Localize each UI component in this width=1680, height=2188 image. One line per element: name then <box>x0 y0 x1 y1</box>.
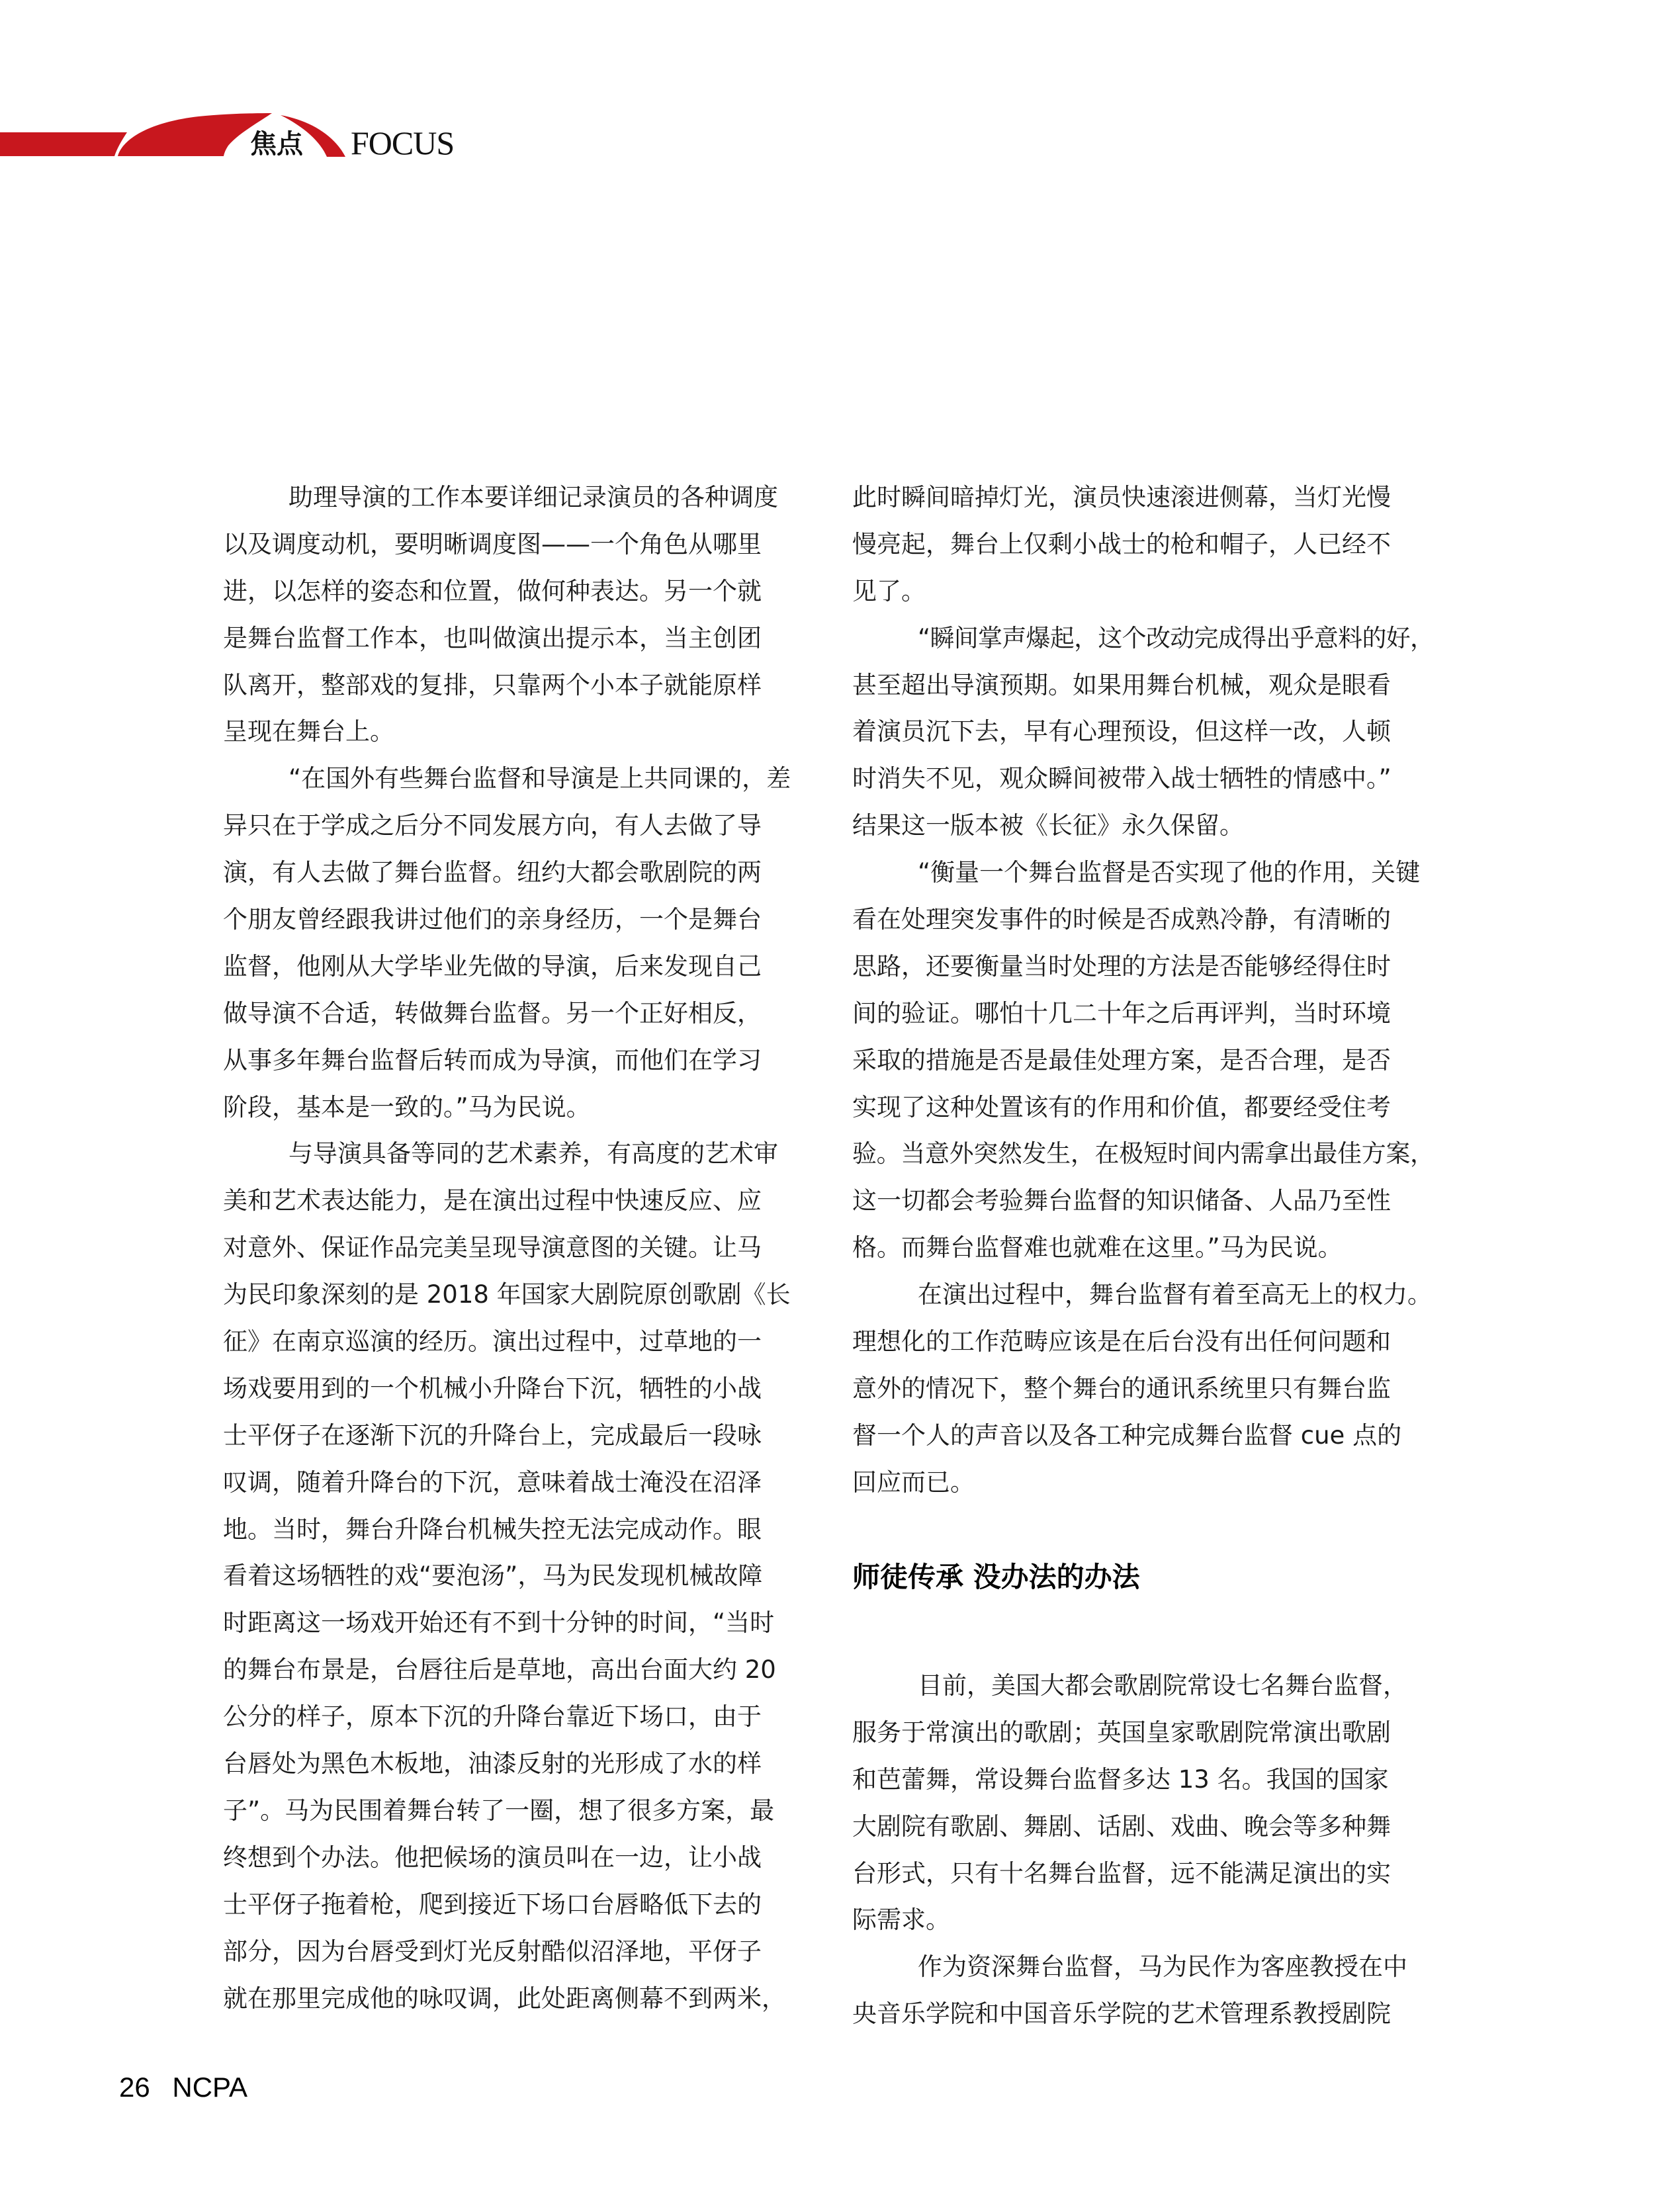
paragraph <box>852 1278 1435 1512</box>
text-line: 呈现在舞台上。 <box>223 717 394 746</box>
text-line: 终想到个办法。他把候场的演员叫在一边，让小战 <box>223 1843 762 1872</box>
text-line: 队离开，整部戏的复排，只靠两个小本子就能原样 <box>223 670 762 699</box>
text-line: 是舞台监督工作本，也叫做演出提示本，当主创团 <box>223 623 762 652</box>
text-line: 央音乐学院和中国音乐学院的艺术管理系教授剧院 <box>852 1999 1391 2029</box>
text-line: 叹调，随着升降台的下沉，意味着战士淹没在沼泽 <box>223 1467 762 1497</box>
text-line: 异只在于学成之后分不同发展方向，有人去做了导 <box>223 811 762 840</box>
text-line: 征》在南京巡演的经历。演出过程中，过草地的一 <box>223 1327 762 1356</box>
text-line: 台形式，只有十名舞台监督，远不能满足演出的实 <box>852 1859 1391 1888</box>
text-line: 监督，他刚从大学毕业先做的导演，后来发现自己 <box>223 951 762 981</box>
publication-name: NCPA <box>172 2072 247 2103</box>
text-line: 这一切都会考验舞台监督的知识储备、人品乃至性 <box>852 1186 1391 1215</box>
paragraph <box>223 762 805 1137</box>
text-line: 部分，因为台唇受到灯光反射酷似沼泽地，平伢子 <box>223 1937 762 1966</box>
paragraph <box>852 621 1435 855</box>
text-line: 场戏要用到的一个机械小升降台下沉，牺牲的小战 <box>223 1374 762 1403</box>
text-line: 甚至超出导演预期。如果用舞台机械，观众是眼看 <box>852 670 1391 699</box>
banner-dome <box>118 113 272 156</box>
text-line: 际需求。 <box>852 1905 950 1935</box>
text-line: 与导演具备等同的艺术素养，有高度的艺术审 <box>288 1139 778 1168</box>
text-line: 意外的情况下，整个舞台的通讯系统里只有舞台监 <box>852 1374 1391 1403</box>
text-line: 时距离这一场戏开始还有不到十分钟的时间，“当时 <box>223 1608 775 1638</box>
text-line: 演，有人去做了舞台监督。纽约大都会歌剧院的两 <box>223 858 762 887</box>
paragraph <box>223 480 805 762</box>
text-line: 理想化的工作范畴应该是在后台没有出任何问题和 <box>852 1327 1391 1356</box>
text-line: 看在处理突发事件的时候是否成熟冷静，有清晰的 <box>852 905 1391 934</box>
text-line: 看着这场牺牲的戏“要泡汤”，马为民发现机械故障 <box>223 1561 763 1591</box>
text-line: 见了。 <box>852 576 926 605</box>
section-label-cn: 焦点 <box>250 129 303 159</box>
text-line: 台唇处为黑色木板地，油漆反射的光形成了水的样 <box>223 1749 762 1778</box>
text-line: 验。当意外突然发生，在极短时间内需拿出最佳方案， <box>852 1139 1435 1168</box>
page-footer <box>119 2072 247 2103</box>
text-line: 目前，美国大都会歌剧院常设七名舞台监督， <box>918 1671 1407 1700</box>
section-header <box>0 99 503 172</box>
text-line: 采取的措施是否是最佳处理方案，是否合理，是否 <box>852 1045 1391 1074</box>
text-line: 公分的样子，原本下沉的升降台靠近下场口，由于 <box>223 1702 762 1731</box>
text-line: 士平伢子拖着枪，爬到接近下场口台唇略低下去的 <box>223 1890 762 1919</box>
text-line: “瞬间掌声爆起，这个改动完成得出乎意料的好， <box>918 623 1435 652</box>
text-line: 进，以怎样的姿态和位置，做何种表达。另一个就 <box>223 576 762 605</box>
text-line: 结果这一版本被《长征》永久保留。 <box>852 811 1244 840</box>
text-line: 地。当时，舞台升降台机械失控无法完成动作。眼 <box>223 1514 762 1544</box>
text-line: 着演员沉下去，早有心理预设，但这样一改，人顿 <box>852 717 1391 746</box>
text-line: 慢亮起，舞台上仅剩小战士的枪和帽子，人已经不 <box>852 529 1391 558</box>
page-number: 26 <box>119 2072 150 2103</box>
right-column-section <box>852 1669 1435 2044</box>
text-line: 个朋友曾经跟我讲过他们的亲身经历，一个是舞台 <box>223 905 762 934</box>
banner-bar <box>0 132 127 156</box>
paragraph <box>852 1669 1435 1950</box>
text-line: 此时瞬间暗掉灯光，演员快速滚进侧幕，当灯光慢 <box>852 483 1391 511</box>
text-line: 时消失不见，观众瞬间被带入战士牺牲的情感中。” <box>852 764 1392 793</box>
paragraph <box>852 1950 1435 2044</box>
left-column <box>223 480 805 2028</box>
paragraph <box>223 1137 805 2028</box>
text-line: 和芭蕾舞，常设舞台监督多达 13 名。我国的国家 <box>852 1765 1389 1794</box>
right-column <box>852 480 1435 1512</box>
text-line: 士平伢子在逐渐下沉的升降台上，完成最后一段咏 <box>223 1421 762 1450</box>
text-line: 为民印象深刻的是 2018 年国家大剧院原创歌剧《长 <box>223 1280 791 1309</box>
text-line: 阶段，基本是一致的。”马为民说。 <box>223 1092 591 1121</box>
text-line: 对意外、保证作品完美呈现导演意图的关键。让马 <box>223 1233 762 1262</box>
text-line: 作为资深舞台监督，马为民作为客座教授在中 <box>918 1952 1407 1982</box>
text-line: 做导演不合适，转做舞台监督。另一个正好相反， <box>223 998 762 1028</box>
text-line: 大剧院有歌剧、舞剧、话剧、戏曲、晚会等多种舞 <box>852 1812 1391 1841</box>
text-line: “衡量一个舞台监督是否实现了他的作用，关键 <box>918 858 1421 887</box>
text-line: 实现了这种处置该有的作用和价值，都要经受住考 <box>852 1092 1391 1121</box>
text-line: 助理导演的工作本要详细记录演员的各种调度 <box>288 483 778 511</box>
text-line: 督一个人的声音以及各工种完成舞台监督 cue 点的 <box>852 1421 1402 1450</box>
text-line: 格。而舞台监督难也就难在这里。”马为民说。 <box>852 1233 1343 1262</box>
text-line: 美和艺术表达能力，是在演出过程中快速反应、应 <box>223 1186 762 1215</box>
text-line: 回应而已。 <box>852 1467 975 1497</box>
text-line: 间的验证。哪怕十几二十年之后再评判，当时环境 <box>852 998 1391 1028</box>
text-line: 以及调度动机，要明晰调度图——一个角色从哪里 <box>223 529 762 558</box>
text-line: “在国外有些舞台监督和导演是上共同课的，差 <box>288 764 791 793</box>
paragraph <box>852 855 1435 1278</box>
text-line: 服务于常演出的歌剧；英国皇家歌剧院常演出歌剧 <box>852 1718 1391 1747</box>
section-heading: 师徒传承 没办法的办法 <box>852 1561 1140 1593</box>
text-line: 子”。马为民围着舞台转了一圈，想了很多方案，最 <box>223 1796 775 1825</box>
text-line: 的舞台布景是，台唇往后是草地，高出台面大约 20 <box>223 1655 776 1685</box>
text-line: 从事多年舞台监督后转而成为导演，而他们在学习 <box>223 1045 762 1074</box>
paragraph <box>852 480 1435 621</box>
text-line: 在演出过程中，舞台监督有着至高无上的权力。 <box>918 1280 1432 1309</box>
section-label-en: FOCUS <box>351 124 455 161</box>
text-line: 思路，还要衡量当时处理的方法是否能够经得住时 <box>852 951 1391 981</box>
text-line: 就在那里完成他的咏叹调，此处距离侧幕不到两米， <box>223 1984 786 2013</box>
